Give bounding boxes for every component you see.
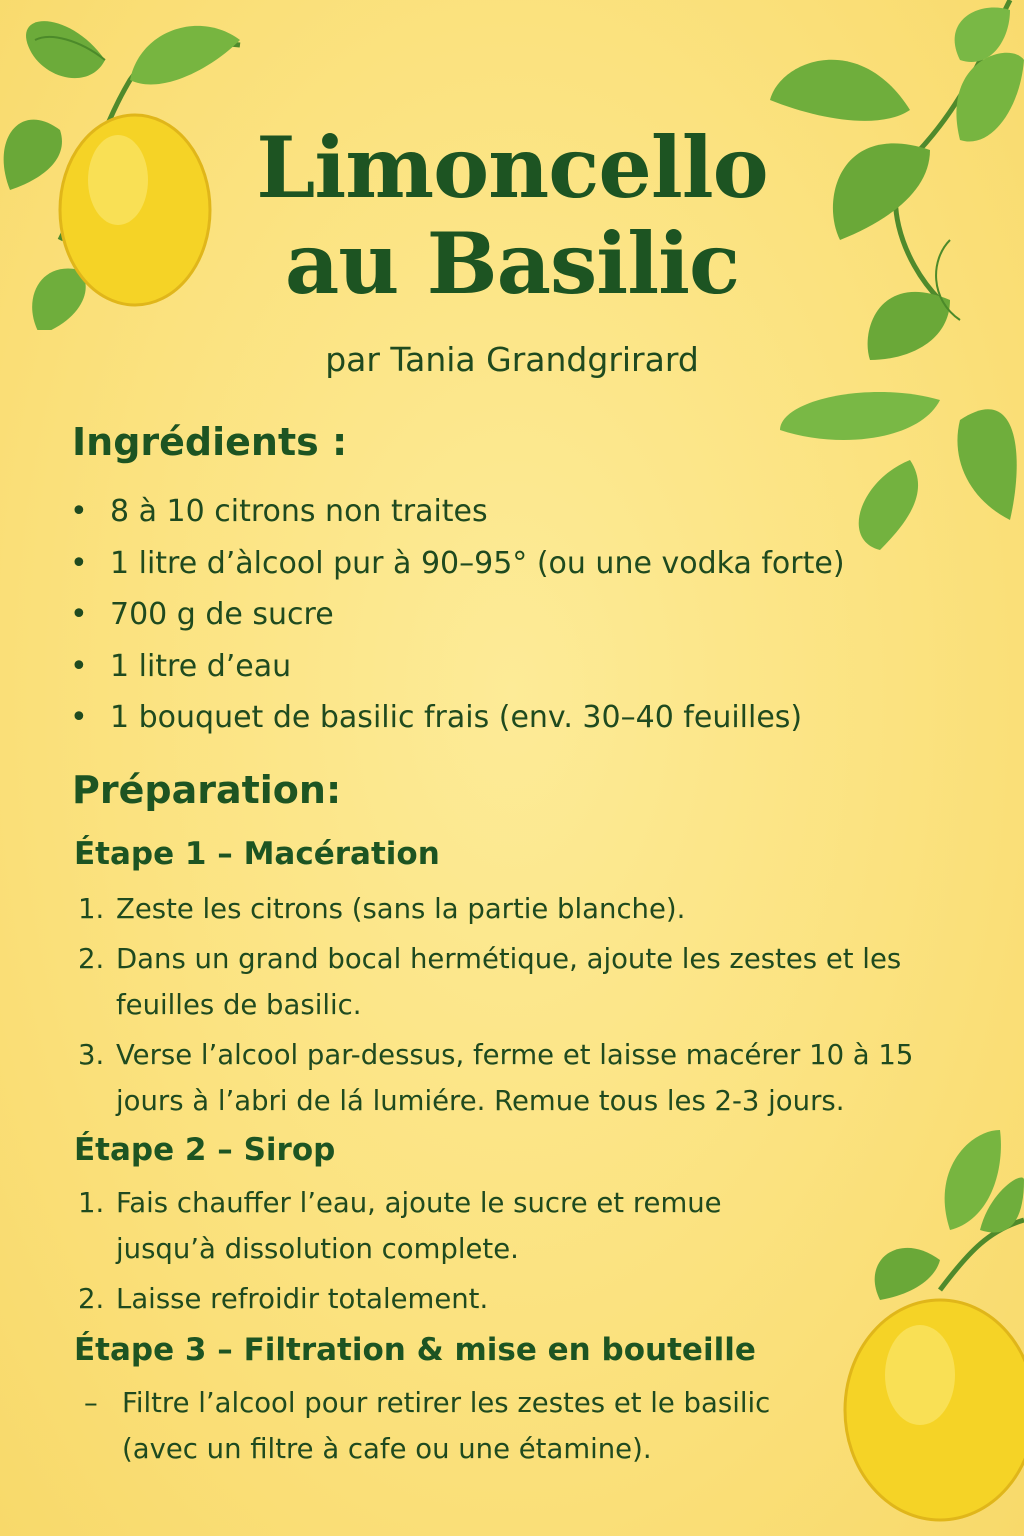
step-text: Zeste les citrons (sans la partie blanche). — [116, 893, 686, 925]
step-2-list — [78, 1180, 798, 1326]
bullet: • — [70, 700, 88, 735]
ingredient-text: 1 bouquet de basilic frais (env. 30–40 feuilles) — [110, 700, 803, 735]
ingredient-item — [70, 486, 970, 538]
ingredient-text: 700 g de sucre — [110, 597, 334, 632]
ingredient-item — [70, 641, 970, 693]
lemon-branch-bottom-right — [820, 1110, 1024, 1536]
step-text: Fais chauffer l’eau, ajoute le sucre et remue jusqu’à dissolution complete. — [116, 1187, 722, 1265]
ingredient-text: 8 à 10 citrons non traites — [110, 494, 488, 529]
step-number: 1. — [78, 1187, 105, 1219]
basil-leaf-icon — [26, 21, 105, 78]
step-2-title: Étape 2 – Sirop — [74, 1132, 336, 1168]
step-1-list — [78, 886, 958, 1128]
ingredient-item — [70, 589, 970, 641]
page-title-line-1: Limoncello — [256, 118, 768, 217]
step-number: 3. — [78, 1039, 105, 1071]
ingredients-list — [70, 486, 970, 744]
ingredient-text: 1 litre d’eau — [110, 648, 292, 684]
step-text: Laisse refroidir totalement. — [116, 1283, 489, 1315]
ingredient-item — [70, 538, 970, 590]
step-item — [78, 1276, 798, 1322]
step-item — [84, 1380, 824, 1472]
step-item — [78, 1032, 958, 1124]
preparation-heading: Préparation: — [72, 768, 342, 812]
bullet: • — [70, 494, 88, 529]
step-text: Verse l’alcool par-dessus, ferme et laisse macérer 10 à 15 jours à l’abri de lá lumiére. Remue tous les 2-3 jours. — [116, 1039, 914, 1117]
step-3-list — [84, 1380, 824, 1476]
author-byline: par Tania Grandgrirard — [325, 340, 699, 379]
page-title-line-2: au Basilic — [284, 214, 740, 313]
step-3-title: Étape 3 – Filtration & mise en bouteille — [74, 1332, 756, 1368]
ingredient-text: 1 litre d’àlcool pur à 90–95° (ou une vodka forte) — [110, 545, 845, 581]
ingredient-item — [70, 692, 970, 744]
bullet: • — [70, 648, 88, 684]
lemon-icon — [845, 1300, 1024, 1520]
step-item — [78, 886, 958, 932]
step-number: 2. — [78, 1283, 105, 1315]
ingredients-heading: Ingrédients : — [72, 420, 348, 464]
step-number: 1. — [78, 893, 105, 925]
bullet: • — [70, 597, 88, 632]
step-dash: – — [84, 1387, 98, 1419]
bullet: • — [70, 545, 88, 581]
step-text: Filtre l’alcool pour retirer les zestes et le basilic (avec un filtre à cafe ou une étamine). — [122, 1387, 771, 1465]
step-number: 2. — [78, 943, 105, 975]
step-item — [78, 1180, 798, 1272]
step-text: Dans un grand bocal hermétique, ajoute les zestes et les feuilles de basilic. — [116, 943, 902, 1021]
step-1-title: Étape 1 – Macération — [74, 836, 440, 872]
step-item — [78, 936, 958, 1028]
